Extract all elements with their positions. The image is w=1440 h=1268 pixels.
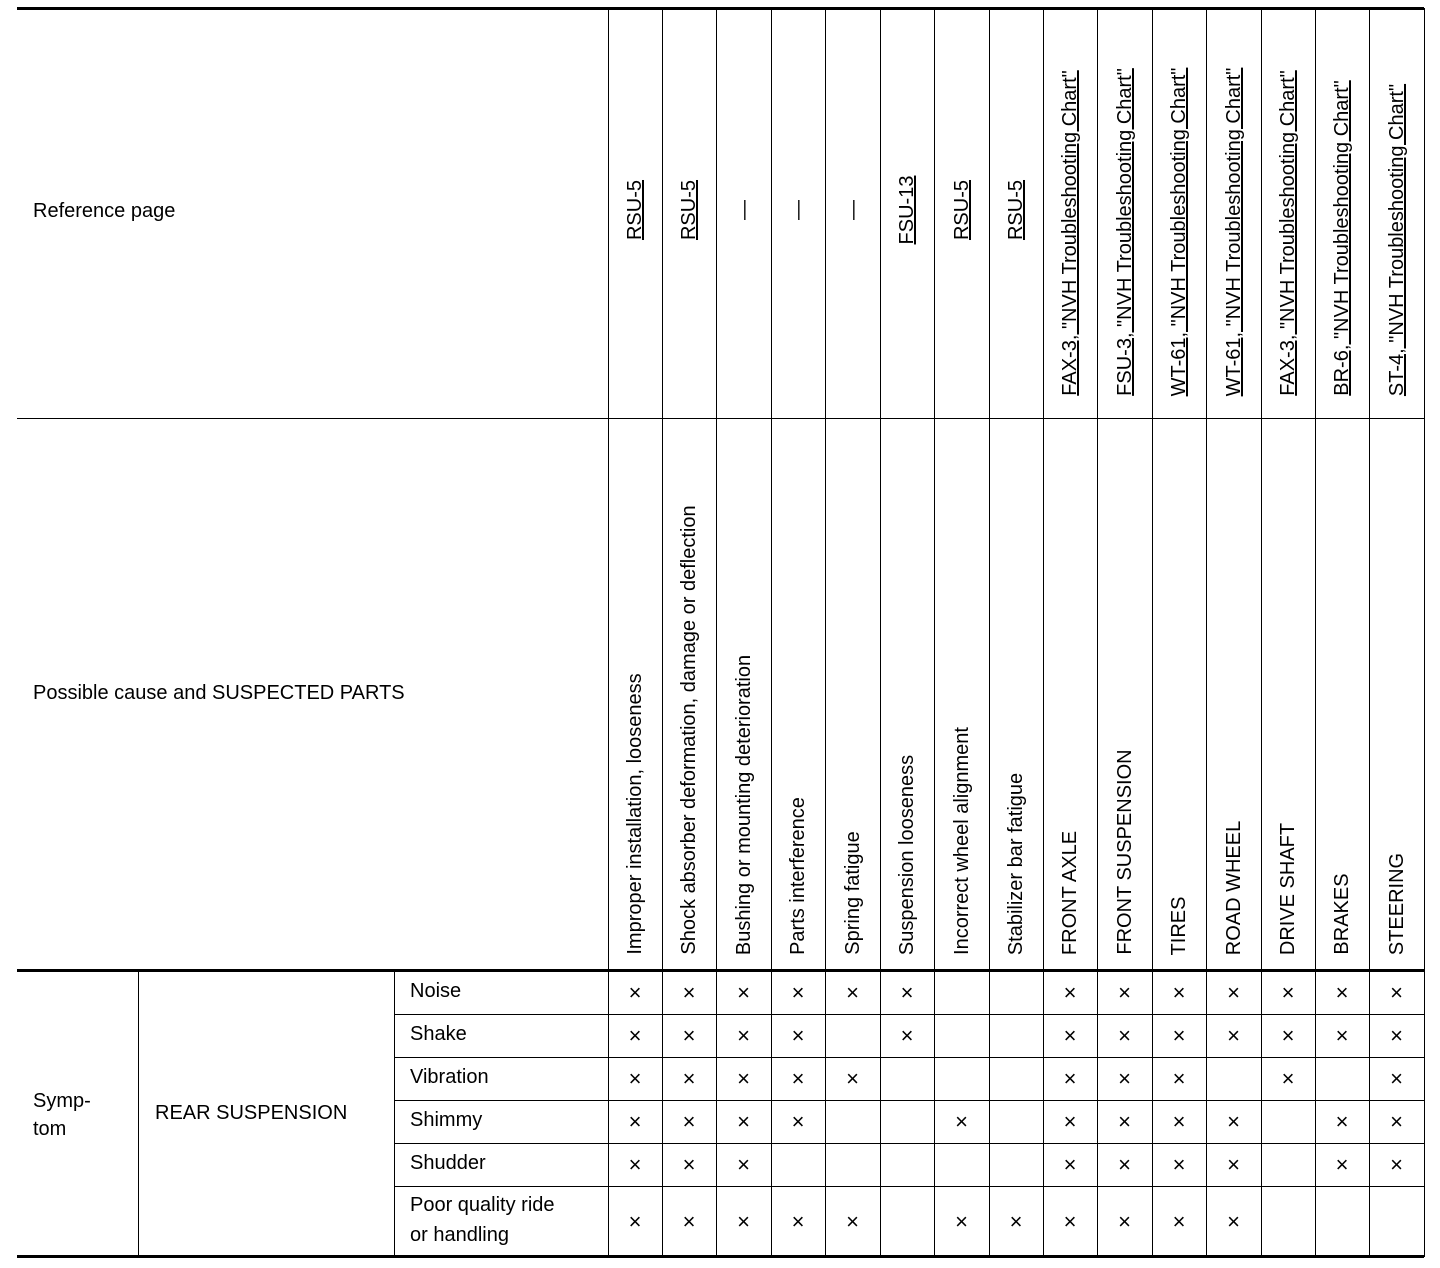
- suspect-mark: ×: [682, 979, 696, 1005]
- suspect-mark: ×: [1172, 1108, 1186, 1134]
- reference-page-link[interactable]: BR-6, "NVH Troubleshooting Chart": [1331, 80, 1353, 396]
- suspect-mark: ×: [791, 1065, 805, 1091]
- suspect-mark: ×: [628, 979, 642, 1005]
- suspect-mark: ×: [1172, 1151, 1186, 1177]
- suspect-mark: ×: [628, 1151, 642, 1177]
- suspect-mark: ×: [1118, 1065, 1131, 1091]
- suspect-mark: ×: [791, 1108, 805, 1134]
- suspect-mark: ×: [791, 1022, 805, 1048]
- row-divider-rule: [395, 1186, 1424, 1187]
- suspected-part-header: TIRES: [1168, 896, 1190, 955]
- reference-page-link: —: [841, 200, 864, 220]
- suspect-mark: ×: [1063, 1065, 1077, 1091]
- suspected-part-header: Parts interference: [787, 797, 809, 955]
- reference-page-label: Reference page: [33, 200, 176, 222]
- suspect-mark: ×: [737, 1065, 750, 1091]
- suspected-part-header: ROAD WHEEL: [1222, 820, 1245, 955]
- symptom-row-label: Shimmy: [410, 1108, 483, 1131]
- reference-page-link[interactable]: RSU-5: [678, 179, 700, 241]
- column-divider-rule: [716, 8, 717, 1257]
- column-divider-rule: [934, 8, 935, 1257]
- suspect-mark: ×: [682, 1065, 696, 1091]
- column-divider-rule: [1369, 8, 1370, 1257]
- reference-page-link[interactable]: RSU-5: [950, 179, 973, 241]
- column-divider-rule: [1315, 8, 1316, 1257]
- suspect-mark: ×: [791, 1208, 805, 1234]
- suspect-mark: ×: [737, 979, 750, 1005]
- suspect-mark: ×: [628, 1108, 642, 1134]
- rear-suspension-label: REAR SUSPENSION: [155, 1102, 348, 1124]
- suspect-mark: ×: [1335, 1108, 1349, 1134]
- column-divider-rule: [825, 8, 826, 1257]
- suspect-mark: ×: [682, 1208, 696, 1234]
- reference-page-link[interactable]: WT-61, "NVH Troubleshooting Chart": [1222, 67, 1245, 396]
- suspected-part-header: Improper installation, looseness: [624, 673, 646, 955]
- suspect-mark: ×: [1118, 1108, 1131, 1134]
- suspect-mark: ×: [1335, 1022, 1349, 1048]
- body-divider-rule: [17, 969, 1424, 972]
- reference-page-link: —: [732, 200, 755, 220]
- symptom-divider-rule: [138, 971, 139, 1257]
- suspected-part-header: STEERING: [1385, 852, 1408, 955]
- suspect-mark: ×: [628, 1022, 642, 1048]
- table-top-rule: [17, 7, 1424, 10]
- suspect-mark: ×: [1172, 979, 1186, 1005]
- suspect-mark: ×: [737, 1151, 750, 1177]
- suspect-mark: ×: [1227, 1208, 1240, 1234]
- symptom-row-label: Noise: [410, 979, 462, 1002]
- suspect-mark: ×: [1335, 979, 1349, 1005]
- column-divider-rule: [1261, 8, 1262, 1257]
- suspect-mark: ×: [1281, 979, 1295, 1005]
- suspect-mark: ×: [1118, 979, 1131, 1005]
- column-divider-rule: [1206, 8, 1207, 1257]
- symptom-label: Symp- tom: [33, 1090, 91, 1140]
- suspect-mark: ×: [846, 979, 859, 1005]
- suspected-part-header: FRONT SUSPENSION: [1113, 749, 1136, 955]
- reference-page-link[interactable]: ST-4, "NVH Troubleshooting Chart": [1385, 83, 1408, 396]
- suspected-part-header: Spring fatigue: [841, 831, 864, 955]
- suspect-mark: ×: [900, 979, 914, 1005]
- group-divider-rule: [394, 971, 395, 1257]
- reference-page-link[interactable]: RSU-5: [624, 179, 646, 241]
- symptom-row-label: Poor quality ride or handling: [410, 1193, 555, 1246]
- suspect-mark: ×: [846, 1065, 859, 1091]
- column-divider-rule: [1424, 8, 1425, 1257]
- row-divider-rule: [395, 1057, 1424, 1058]
- suspect-mark: ×: [846, 1208, 859, 1234]
- suspect-mark: ×: [791, 979, 805, 1005]
- suspect-mark: ×: [1227, 979, 1240, 1005]
- suspect-mark: ×: [1390, 1065, 1403, 1091]
- suspect-mark: ×: [1172, 1208, 1186, 1234]
- suspect-mark: ×: [1118, 1208, 1131, 1234]
- symptom-row-label: Shudder: [410, 1151, 486, 1174]
- suspect-mark: ×: [682, 1108, 696, 1134]
- suspected-part-header: Incorrect wheel alignment: [950, 727, 973, 955]
- suspect-mark: ×: [1063, 979, 1077, 1005]
- suspected-part-header: Shock absorber deformation, damage or deflection: [678, 505, 700, 955]
- suspect-mark: ×: [1009, 1208, 1023, 1234]
- reference-page-link: —: [787, 200, 809, 220]
- row-divider-rule: [395, 1100, 1424, 1101]
- column-divider-rule: [608, 8, 609, 1257]
- suspect-mark: ×: [1118, 1151, 1131, 1177]
- header-divider-rule: [17, 418, 1424, 419]
- suspect-mark: ×: [1281, 1022, 1295, 1048]
- table-bottom-rule: [17, 1255, 1424, 1258]
- possible-cause-label: Possible cause and SUSPECTED PARTS: [33, 682, 405, 704]
- suspect-mark: ×: [1118, 1022, 1131, 1048]
- suspect-mark: ×: [1172, 1022, 1186, 1048]
- column-divider-rule: [1152, 8, 1153, 1257]
- suspect-mark: ×: [900, 1022, 914, 1048]
- suspect-mark: ×: [1063, 1108, 1077, 1134]
- column-divider-rule: [1097, 8, 1098, 1257]
- suspected-part-header: BRAKES: [1331, 873, 1353, 955]
- symptom-row-label: Shake: [410, 1022, 467, 1045]
- suspect-mark: ×: [1227, 1108, 1240, 1134]
- suspect-mark: ×: [737, 1208, 750, 1234]
- reference-page-link[interactable]: FAX-3, "NVH Troubleshooting Chart": [1277, 70, 1299, 396]
- suspected-part-header: Suspension looseness: [896, 754, 918, 955]
- column-divider-rule: [880, 8, 881, 1257]
- suspect-mark: ×: [1063, 1151, 1077, 1177]
- suspect-mark: ×: [1390, 1151, 1403, 1177]
- reference-page-link[interactable]: FSU-3, "NVH Troubleshooting Chart": [1113, 68, 1136, 396]
- suspect-mark: ×: [1172, 1065, 1186, 1091]
- suspect-mark: ×: [737, 1108, 750, 1134]
- suspect-mark: ×: [955, 1108, 968, 1134]
- reference-page-link[interactable]: FAX-3, "NVH Troubleshooting Chart": [1059, 70, 1081, 396]
- suspect-mark: ×: [628, 1065, 642, 1091]
- suspect-mark: ×: [682, 1022, 696, 1048]
- suspect-mark: ×: [1390, 1022, 1403, 1048]
- suspect-mark: ×: [1063, 1208, 1077, 1234]
- column-divider-rule: [662, 8, 663, 1257]
- suspect-mark: ×: [955, 1208, 968, 1234]
- reference-page-link[interactable]: WT-61, "NVH Troubleshooting Chart": [1168, 67, 1190, 396]
- suspect-mark: ×: [1281, 1065, 1295, 1091]
- suspect-mark: ×: [682, 1151, 696, 1177]
- suspect-mark: ×: [737, 1022, 750, 1048]
- column-divider-rule: [1043, 8, 1044, 1257]
- suspected-part-header: DRIVE SHAFT: [1277, 822, 1299, 955]
- suspect-mark: ×: [1335, 1151, 1349, 1177]
- column-divider-rule: [989, 8, 990, 1257]
- suspect-mark: ×: [628, 1208, 642, 1234]
- symptom-row-label: Vibration: [410, 1065, 489, 1088]
- suspected-part-header: FRONT AXLE: [1059, 830, 1081, 955]
- column-divider-rule: [771, 8, 772, 1257]
- reference-page-link[interactable]: FSU-13: [896, 175, 918, 245]
- row-divider-rule: [395, 1143, 1424, 1144]
- row-divider-rule: [395, 1014, 1424, 1015]
- suspected-part-header: Bushing or mounting deterioration: [732, 654, 755, 955]
- suspect-mark: ×: [1390, 1108, 1403, 1134]
- reference-page-link[interactable]: RSU-5: [1005, 179, 1027, 241]
- suspect-mark: ×: [1227, 1022, 1240, 1048]
- suspected-part-header: Stabilizer bar fatigue: [1005, 772, 1027, 955]
- suspect-mark: ×: [1227, 1151, 1240, 1177]
- suspect-mark: ×: [1063, 1022, 1077, 1048]
- suspect-mark: ×: [1390, 979, 1403, 1005]
